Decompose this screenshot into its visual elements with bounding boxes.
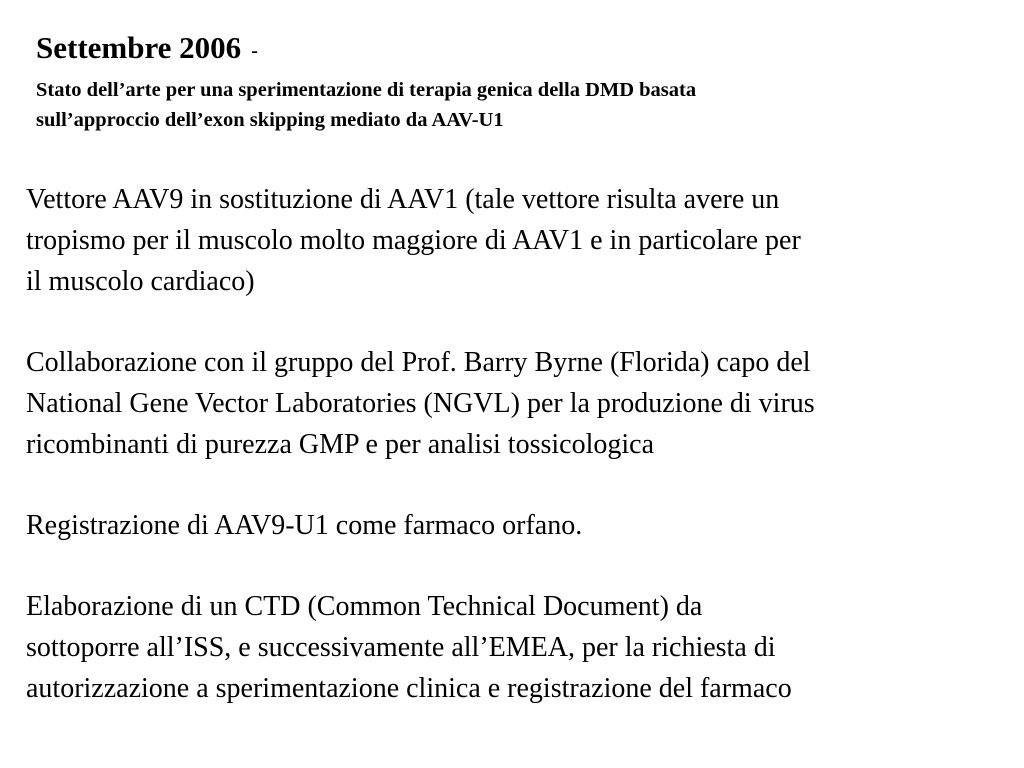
paragraph-line: sottoporre all’ISS, e successivamente all’EMEA, per la richiesta di (26, 632, 776, 663)
title-text: Settembre 2006 (36, 30, 242, 65)
subtitle-line: sull’approccio dell’exon skipping mediato da AAV-U1 (36, 108, 504, 131)
title-dash: - (251, 39, 258, 62)
slide-body (26, 179, 1011, 749)
paragraph-orphan-drug (26, 505, 1011, 546)
paragraph-line: Collaborazione con il gruppo del Prof. Barry Byrne (Florida) capo del (26, 347, 811, 378)
paragraph-ctd (26, 586, 1011, 709)
subtitle-line: Stato dell’arte per una sperimentazione di terapia genica della DMD basata (36, 78, 697, 101)
paragraph-line: Vettore AAV9 in sostituzione di AAV1 (tale vettore risulta avere un (26, 184, 780, 215)
paragraph-line: ricombinanti di purezza GMP e per analisi tossicologica (26, 429, 655, 460)
paragraph-line: il muscolo cardiaco) (26, 266, 255, 297)
slide-title (36, 28, 996, 71)
paragraph-line: tropismo per il muscolo molto maggiore di AAV1 e in particolare per (26, 225, 801, 256)
paragraph-line: Registrazione di AAV9-U1 come farmaco orfano. (26, 510, 583, 541)
paragraph-line: National Gene Vector Laboratories (NGVL) per la produzione di virus (26, 388, 815, 419)
paragraph-line: autorizzazione a sperimentazione clinica e registrazione del farmaco (26, 673, 792, 704)
paragraph-line: Elaborazione di un CTD (Common Technical Document) da (26, 591, 703, 622)
paragraph-collaboration (26, 342, 1011, 465)
paragraph-aav9-vector (26, 179, 1011, 302)
slide-subtitle (36, 75, 996, 135)
slide-header (36, 28, 996, 135)
